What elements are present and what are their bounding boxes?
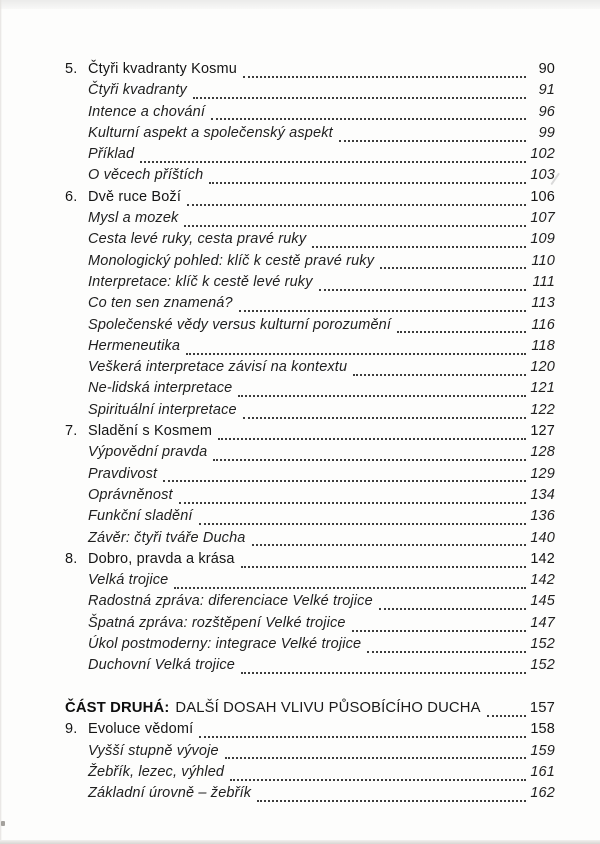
entry-page-number: 116: [531, 316, 555, 333]
entry-title: Závěr: čtyři tváře Ducha: [88, 529, 246, 546]
entry-title: Žebřík, lezec, výhled: [88, 763, 225, 780]
entry-page-number: 121: [530, 380, 555, 397]
toc-entry: [65, 444, 555, 465]
entry-title: Ne-lidská interpretace: [88, 380, 233, 397]
entry-page-number: 113: [531, 295, 555, 312]
toc-entry: [65, 61, 555, 82]
dot-leader: [380, 267, 526, 269]
entry-title: Čtyři kvadranty Kosmu: [88, 61, 237, 77]
entry-title: Veškerá interpretace závisí na kontextu: [88, 359, 348, 376]
toc-part-heading: [65, 700, 555, 721]
scan-edge-bottom: [0, 840, 600, 844]
entry-title: DALŠÍ DOSAH VLIVU PŮSOBÍCÍHO DUCHA: [175, 699, 481, 716]
dot-leader: [174, 587, 526, 589]
dot-leader: [199, 523, 526, 525]
entry-title: Kulturní aspekt a společenský aspekt: [88, 124, 333, 141]
dot-leader: [179, 502, 526, 504]
entry-page-number: 103: [530, 167, 555, 184]
dot-leader: [199, 736, 526, 738]
toc-entry: [65, 189, 555, 210]
dot-leader: [184, 225, 526, 227]
dot-leader: [487, 715, 526, 717]
entry-page-number: 99: [538, 124, 555, 141]
toc-entry: [65, 167, 555, 188]
entry-title: Co ten sen znamená?: [88, 295, 233, 312]
entry-page-number: 91: [538, 82, 555, 99]
dot-leader: [352, 630, 526, 632]
dot-leader: [241, 672, 526, 674]
toc-entry: [65, 423, 555, 444]
entry-page-number: 136: [530, 508, 555, 525]
entry-title: Evoluce vědomí: [88, 721, 194, 738]
toc-entry: [65, 210, 555, 231]
entry-page-number: 110: [531, 252, 555, 269]
entry-page-number: 106: [530, 188, 555, 205]
entry-page-number: 122: [530, 401, 555, 418]
dot-leader: [353, 374, 526, 376]
toc-entry: [65, 764, 555, 785]
entry-title: Úkol postmoderny: integrace Velké trojice: [88, 636, 362, 653]
entry-title: Cesta levé ruky, cesta pravé ruky: [88, 231, 307, 248]
entry-page-number: 128: [530, 444, 555, 461]
chapter-number: 5.: [65, 61, 78, 77]
toc-entry: [65, 380, 555, 401]
toc-entry: [65, 530, 555, 551]
entry-title: Pravdivost: [88, 465, 158, 482]
entry-page-number: 157: [529, 699, 555, 716]
toc-entry: [65, 317, 555, 338]
entry-title: Příklad: [88, 146, 135, 163]
entry-title: Interpretace: klíč k cestě levé ruky: [88, 273, 313, 290]
entry-title: Spirituální interpretace: [88, 401, 237, 418]
toc-entry: [65, 274, 555, 295]
scan-speck: [1, 821, 5, 826]
dot-leader: [218, 438, 526, 440]
entry-title: O věcech příštích: [88, 167, 204, 184]
dot-leader: [211, 118, 526, 120]
toc-entry: [65, 593, 555, 614]
dot-leader: [238, 395, 526, 397]
entry-page-number: 162: [530, 785, 555, 802]
entry-page-number: 158: [530, 721, 555, 738]
dot-leader: [140, 161, 526, 163]
dot-leader: [193, 97, 526, 99]
dot-leader: [186, 353, 526, 355]
toc-entry: [65, 615, 555, 636]
chapter-number: 6.: [65, 188, 78, 205]
entry-title: Velká trojice: [88, 572, 169, 589]
entry-page-number: 142: [530, 572, 555, 589]
dot-leader: [163, 480, 526, 482]
dot-leader: [397, 331, 526, 333]
toc-entry: [65, 743, 555, 764]
dot-leader: [225, 757, 526, 759]
scan-edge-top: [0, 0, 600, 9]
scan-edge-left: [0, 0, 2, 844]
dot-leader: [367, 651, 526, 653]
toc-entry: [65, 338, 555, 359]
toc-entry: [65, 82, 555, 103]
dot-leader: [339, 140, 526, 142]
dot-leader: [243, 76, 526, 78]
entry-title: Radostná zpráva: diferenciace Velké trojice: [88, 593, 373, 610]
entry-title: Monologický pohled: klíč k cestě pravé ruky: [88, 252, 375, 269]
entry-title: Čtyři kvadranty: [88, 82, 187, 99]
dot-leader: [187, 204, 526, 206]
toc-entry: [65, 551, 555, 572]
entry-title: Intence a chování: [88, 103, 206, 120]
dot-leader: [319, 289, 526, 291]
toc-entry: [65, 572, 555, 593]
toc-entry: [65, 508, 555, 529]
toc-entry: [65, 125, 555, 146]
entry-page-number: 142: [530, 550, 555, 567]
entry-title: Dvě ruce Boží: [88, 188, 182, 205]
entry-page-number: 134: [530, 486, 555, 503]
dot-leader: [252, 544, 526, 546]
entry-page-number: 90: [538, 61, 555, 77]
entry-page-number: 152: [530, 657, 555, 674]
toc-entry: [65, 104, 555, 125]
entry-title: Oprávněnost: [88, 486, 173, 503]
toc-entry: [65, 146, 555, 167]
dot-leader: [241, 566, 526, 568]
toc-entry: [65, 466, 555, 487]
entry-page-number: 120: [530, 359, 555, 376]
toc-entry: [65, 657, 555, 678]
dot-leader: [213, 459, 526, 461]
entry-page-number: 147: [530, 614, 555, 631]
toc-entry: [65, 785, 555, 806]
chapter-number: 8.: [65, 550, 78, 567]
entry-page-number: 159: [530, 742, 555, 759]
dot-leader: [209, 182, 526, 184]
entry-page-number: 109: [530, 231, 555, 248]
entry-title: Dobro, pravda a krása: [88, 550, 235, 567]
entry-page-number: 152: [530, 636, 555, 653]
entry-page-number: 111: [532, 273, 555, 290]
entry-title: Funkční sladění: [88, 508, 193, 525]
entry-page-number: 161: [530, 763, 555, 780]
entry-page-number: 140: [530, 529, 555, 546]
toc-entry: [65, 487, 555, 508]
dot-leader: [239, 310, 526, 312]
entry-page-number: 107: [530, 210, 555, 227]
entry-title: Výpovědní pravda: [88, 444, 208, 461]
entry-title: Špatná zpráva: rozštěpení Velké trojice: [88, 614, 346, 631]
entry-page-number: 118: [531, 337, 555, 354]
part-label: ČÁST DRUHÁ:: [65, 699, 170, 716]
chapter-number: 9.: [65, 721, 78, 738]
entry-title: Společenské vědy versus kulturní porozumění: [88, 316, 392, 333]
table-of-contents: [65, 61, 555, 806]
toc-entry: [65, 402, 555, 423]
entry-title: Duchovní Velká trojice: [88, 657, 236, 674]
entry-title: Hermeneutika: [88, 337, 181, 354]
entry-title: Mysl a mozek: [88, 210, 179, 227]
entry-title: Sladění s Kosmem: [88, 423, 213, 440]
dot-leader: [230, 779, 526, 781]
dot-leader: [243, 417, 526, 419]
toc-entry: [65, 295, 555, 316]
entry-page-number: 129: [530, 465, 555, 482]
toc-entry: [65, 636, 555, 657]
entry-title: Základní úrovně – žebřík: [88, 785, 252, 802]
entry-page-number: 102: [530, 146, 555, 163]
toc-entry: [65, 253, 555, 274]
entry-page-number: 127: [530, 423, 555, 440]
dot-leader: [379, 608, 526, 610]
entry-title: Vyšší stupně vývoje: [88, 742, 219, 759]
entry-page-number: 96: [538, 103, 555, 120]
dot-leader: [257, 800, 526, 802]
entry-page-number: 145: [530, 593, 555, 610]
toc-entry: [65, 721, 555, 742]
chapter-number: 7.: [65, 423, 78, 440]
toc-entry: [65, 359, 555, 380]
dot-leader: [312, 246, 526, 248]
toc-entry: [65, 231, 555, 252]
